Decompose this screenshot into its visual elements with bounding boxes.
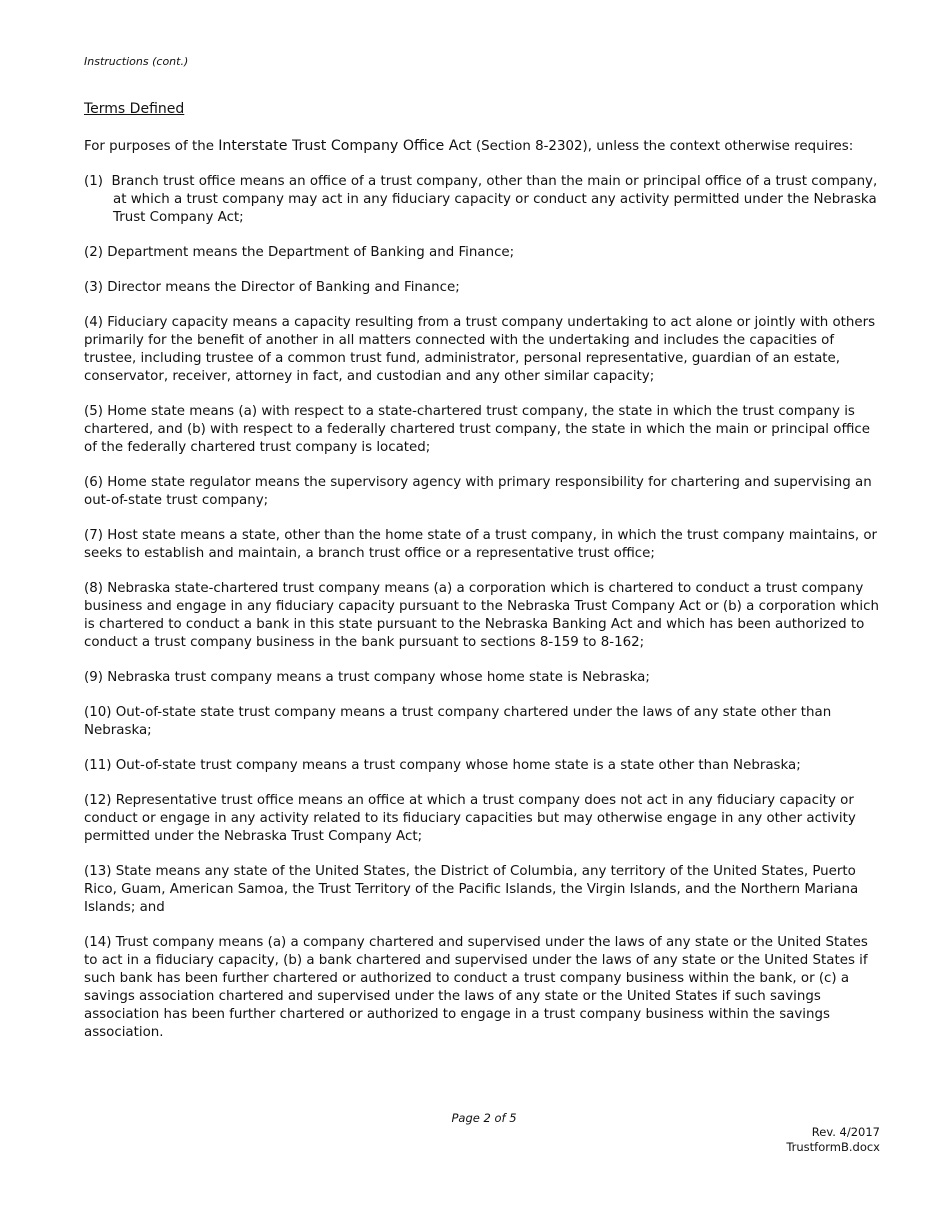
definition-9: (9) Nebraska trust company means a trust company whose home state is Nebraska;: [84, 670, 650, 685]
header-note: Instructions (cont.): [84, 55, 189, 68]
definition-3: (3) Director means the Director of Banking and Finance;: [84, 280, 460, 295]
footer-revision-block: [786, 1125, 880, 1155]
intro-act-name: Interstate Trust Company Office Act: [218, 138, 472, 154]
intro-paragraph: [84, 137, 884, 156]
intro-before: For purposes of the: [84, 139, 219, 154]
file-name: TrustformB.docx: [786, 1140, 880, 1154]
definition-13: (13) State means any state of the United States, the District of Columbia, any territory of the United States, Puerto Rico, Guam, American Samoa, the Trust Territory of the Pacific Islands, the Virgin Islands, and the Northern Mariana Islands; and: [84, 864, 859, 915]
definition-10: (10) Out-of-state state trust company means a trust company chartered under the laws of any state other than Nebraska;: [84, 705, 832, 738]
page-number: Page 2 of 5: [451, 1111, 517, 1125]
intro-after: (Section 8-2302), unless the context otherwise requires:: [471, 139, 854, 154]
definition-2: (2) Department means the Department of Banking and Finance;: [84, 245, 515, 260]
definitions-body: [84, 137, 884, 1059]
revision-label: Rev. 4/2017: [811, 1125, 880, 1139]
definition-1: (1) Branch trust office means an office of a trust company, other than the main or principal office of a trust company, at which a trust company may act in any fiduciary capacity or conduct any activity permitted under the Nebraska Trust Company Act;: [84, 174, 878, 225]
definition-11: (11) Out-of-state trust company means a trust company whose home state is a state other than Nebraska;: [84, 758, 801, 773]
definition-12: (12) Representative trust office means an office at which a trust company does not act in any fiduciary capacity or conduct or engage in any activity related to its fiduciary capacities but may otherwise engage in any other activity permitted under the Nebraska Trust Company Act;: [84, 793, 856, 844]
definition-5: (5) Home state means (a) with respect to a state-chartered trust company, the state in which the trust company is chartered, and (b) with respect to a federally chartered trust company, the state in which the main or principal office of the federally chartered trust company is located;: [84, 404, 871, 455]
definition-14: (14) Trust company means (a) a company chartered and supervised under the laws of any state or the United States to act in a fiduciary capacity, (b) a bank chartered and supervised under the laws of any state or the United States if such bank has been further chartered or authorized to conduct a trust company business within the bank, or (c) a savings association chartered and supervised under the laws of any state or the United States if such savings association has been further chartered or authorized to engage in a trust company business within the savings association.: [84, 935, 868, 1040]
section-title: Terms Defined: [84, 101, 185, 117]
definition-7: (7) Host state means a state, other than the home state of a trust company, in which the trust company maintains, or seeks to establish and maintain, a branch trust office or a representative trust office;: [84, 528, 878, 561]
definition-8: (8) Nebraska state-chartered trust company means (a) a corporation which is chartered to conduct a trust company business and engage in any fiduciary capacity pursuant to the Nebraska Trust Company Act or (b) a corporation which is chartered to conduct a bank in this state pursuant to the Nebraska Banking Act and which has been authorized to conduct a trust company business in the bank pursuant to sections 8-159 to 8-162;: [84, 581, 879, 650]
definition-6: (6) Home state regulator means the supervisory agency with primary responsibility for chartering and supervising an out-of-state trust company;: [84, 475, 872, 508]
definition-4: (4) Fiduciary capacity means a capacity resulting from a trust company undertaking to act alone or jointly with others primarily for the benefit of another in all matters connected with the undertaking and includes the capacities of trustee, including trustee of a common trust fund, administrator, personal representative, guardian of an estate, conservator, receiver, attorney in fact, and custodian and any other similar capacity;: [84, 315, 876, 384]
